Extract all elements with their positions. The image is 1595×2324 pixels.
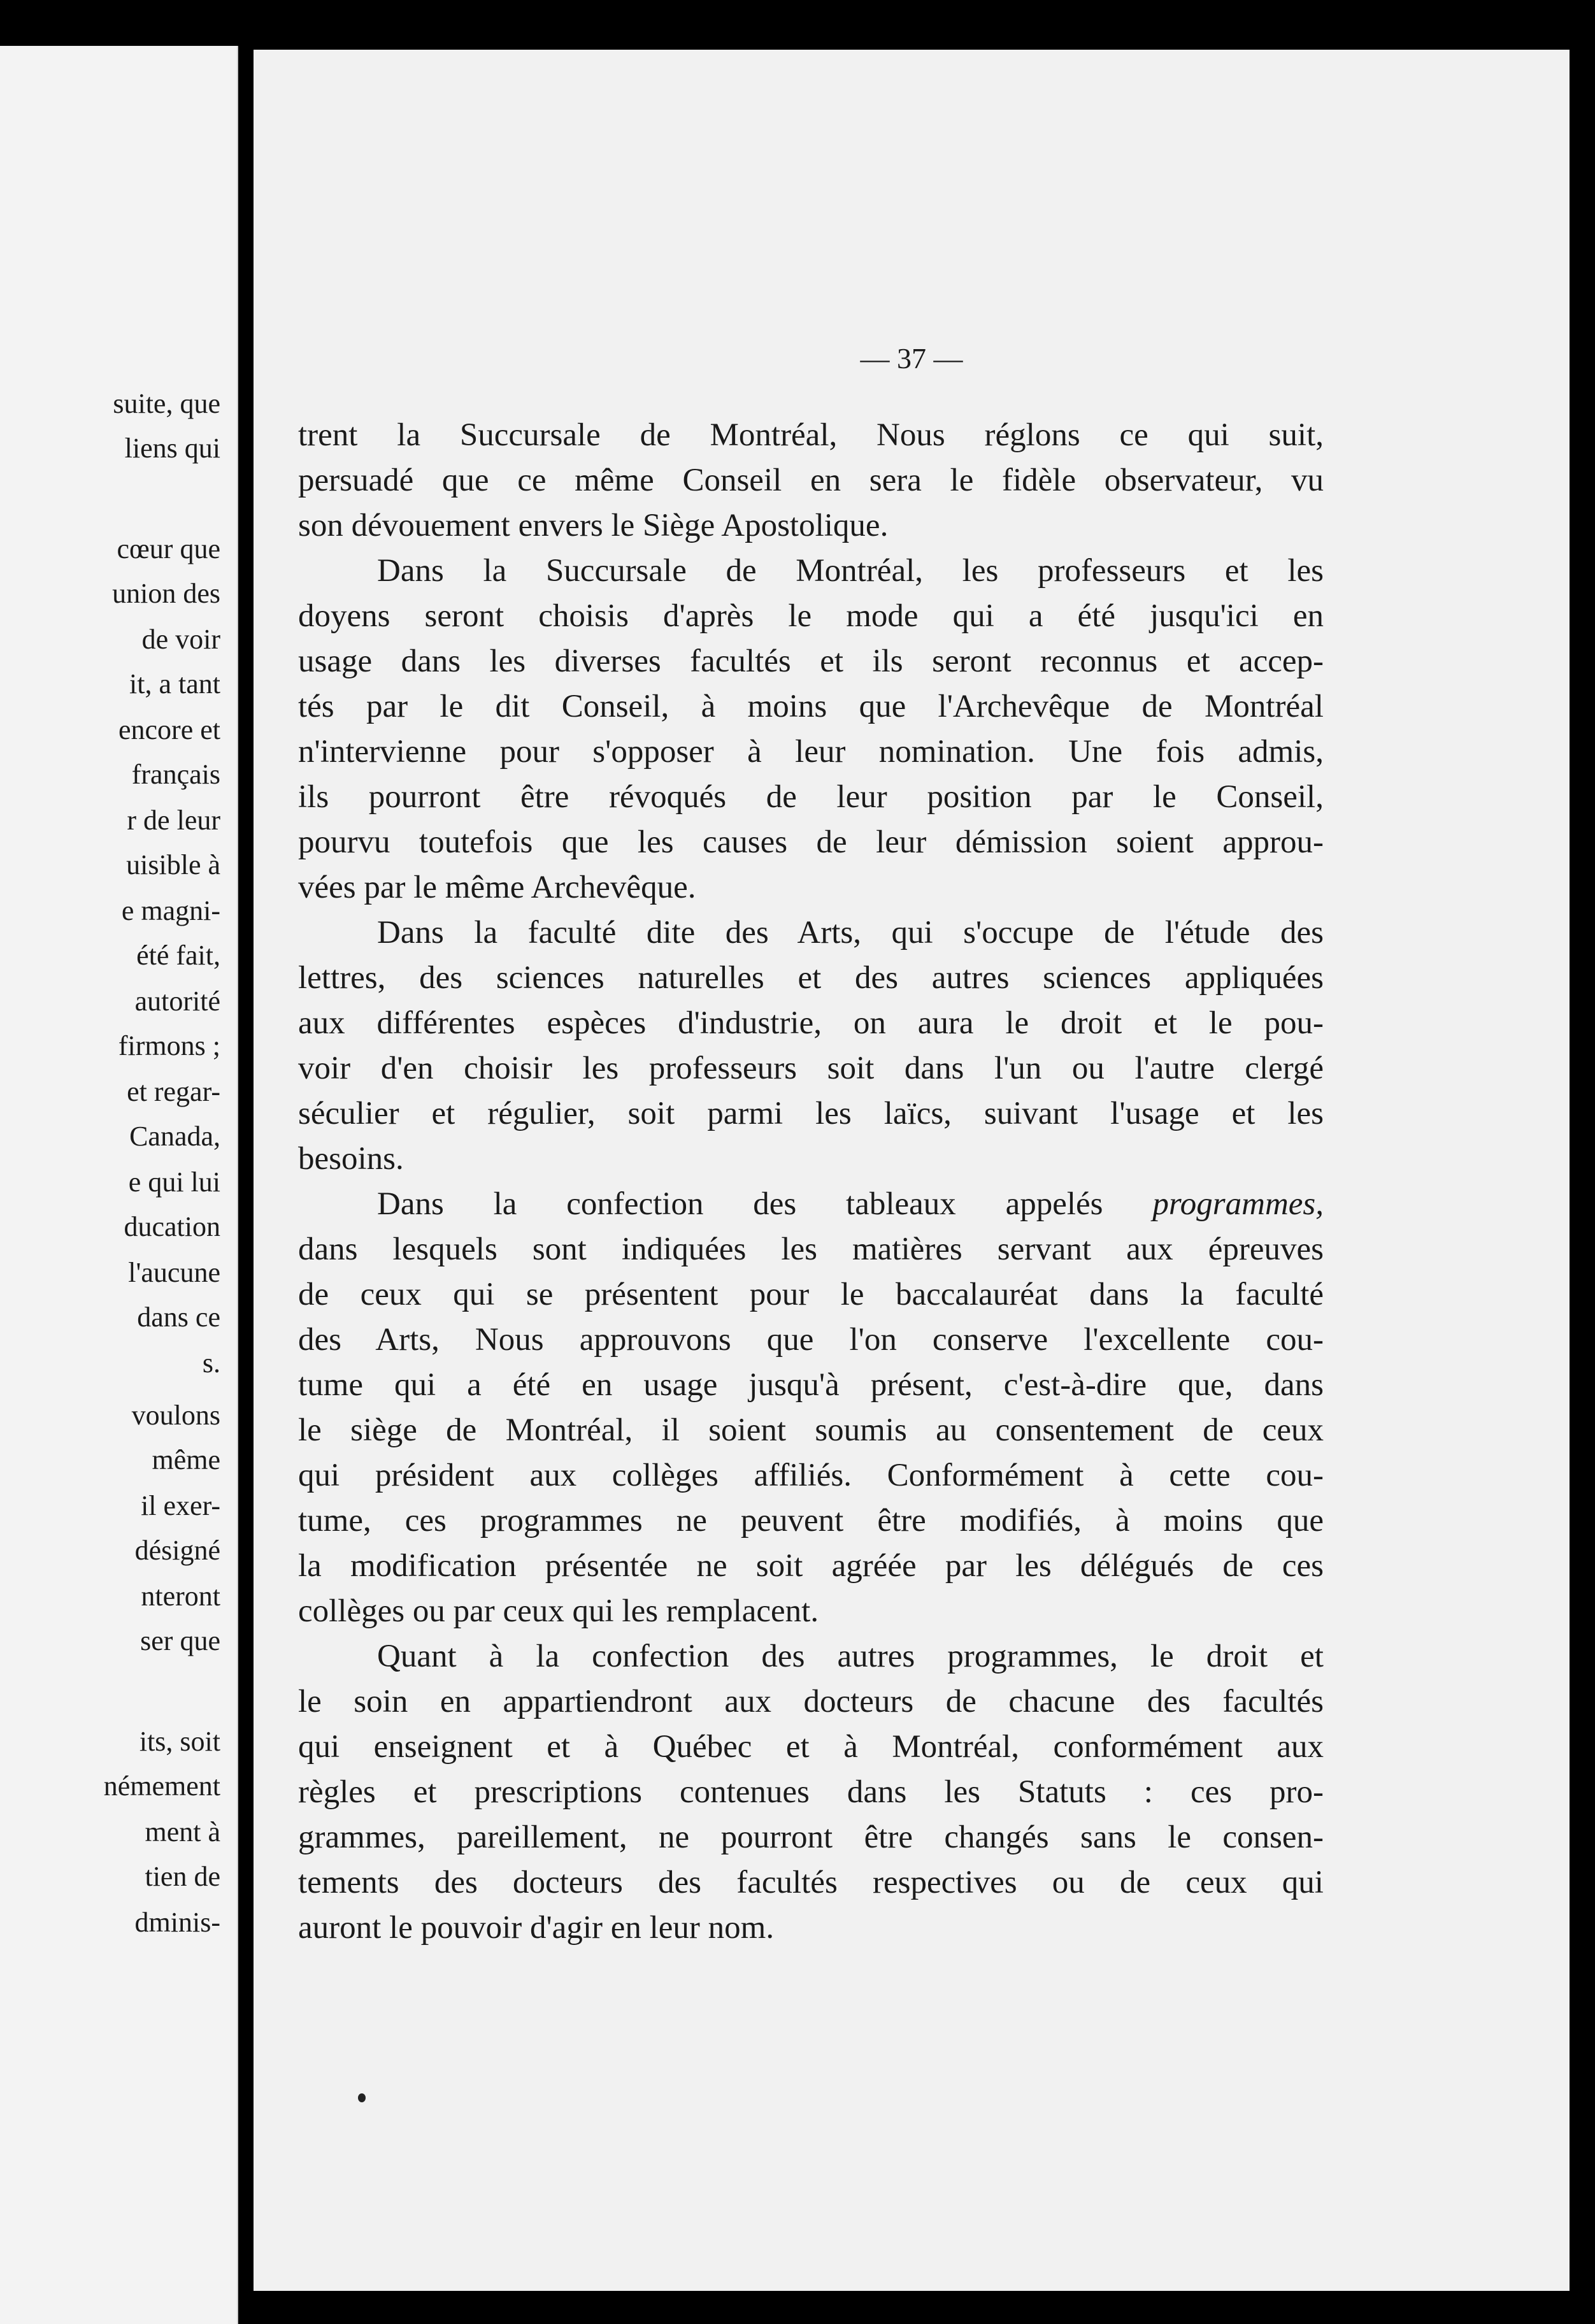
left-page-line-fragment: dminis- — [134, 1907, 220, 1938]
text-line: besoins. — [298, 1141, 404, 1177]
text-line: trent la Succursale de Montréal, Nous réglons ce qui suit, — [298, 417, 1324, 453]
text-line: lettres, des sciences naturelles et des autres sciences appliquées — [298, 960, 1324, 996]
body-text — [298, 413, 1324, 1951]
speck-mark — [358, 2093, 366, 2102]
text-line: Quant à la confection des autres programmes, le droit et — [377, 1639, 1324, 1674]
text-line: des Arts, Nous approuvons que l'on conserve l'excellente cou- — [298, 1322, 1324, 1358]
left-page-line-fragment: et regar- — [127, 1076, 220, 1107]
text-line: vées par le même Archevêque. — [298, 870, 696, 905]
text-line: règles et prescriptions contenues dans les Statuts : ces pro- — [298, 1774, 1324, 1810]
text-line: collèges ou par ceux qui les remplacent. — [298, 1593, 819, 1629]
text-line: n'intervienne pour s'opposer à leur nomination. Une fois admis, — [298, 734, 1324, 770]
text-line: grammes, pareillement, ne pourront être changés sans le consen- — [298, 1819, 1324, 1855]
text-line: séculier et régulier, soit parmi les laïcs, suivant l'usage et les — [298, 1096, 1324, 1131]
left-page-line-fragment: e magni- — [121, 895, 220, 926]
text-line: doyens seront choisis d'après le mode qui a été jusqu'ici en — [298, 598, 1324, 634]
left-page-line-fragment: its, soit — [139, 1726, 220, 1757]
left-page-line-fragment: autorité — [134, 986, 220, 1017]
left-page-margin — [0, 46, 238, 2324]
left-page-line-fragment: némement — [103, 1770, 220, 1802]
left-page-line-fragment: encore et — [118, 714, 220, 745]
text-line: de ceux qui se présentent pour le baccalauréat dans la faculté — [298, 1277, 1324, 1312]
left-page-line-fragment: r de leur — [127, 805, 220, 836]
left-page-line-fragment: suite, que — [113, 388, 220, 419]
left-page-line-fragment: it, a tant — [129, 668, 220, 699]
text-line: tume, ces programmes ne peuvent être modifiés, à moins que — [298, 1503, 1324, 1539]
left-page-line-fragment: firmons ; — [118, 1030, 220, 1061]
left-page-line-fragment: liens qui — [124, 433, 220, 464]
left-page-line-fragment: été fait, — [136, 940, 220, 971]
text-line: son dévouement envers le Siège Apostolique. — [298, 508, 889, 543]
left-page-line-fragment: l'aucune — [128, 1257, 220, 1288]
text-line: le soin en appartiendront aux docteurs de chacune des facultés — [298, 1684, 1324, 1719]
text-line: usage dans les diverses facultés et ils seront reconnus et accep- — [298, 643, 1324, 679]
left-page-line-fragment: cœur que — [117, 533, 220, 564]
left-page-line-fragment: désigné — [134, 1535, 220, 1566]
left-page-line-fragment: s. — [202, 1347, 220, 1379]
left-page-line-fragment: de voir — [141, 624, 220, 655]
text-line: tés par le dit Conseil, à moins que l'Archevêque de Montréal — [298, 689, 1324, 724]
text-line: Dans la faculté dite des Arts, qui s'occupe de l'étude des — [377, 915, 1324, 950]
left-page-line-fragment: même — [152, 1444, 220, 1475]
text-line: tements des docteurs des facultés respectives ou de ceux qui — [298, 1865, 1324, 1900]
text-line: dans lesquels sont indiquées les matières servant aux épreuves — [298, 1231, 1324, 1267]
left-page-line-fragment: e qui lui — [128, 1166, 220, 1198]
text-line: la modification présentée ne soit agréée par les délégués de ces — [298, 1548, 1324, 1584]
right-page — [254, 50, 1570, 2291]
left-page-line-fragment: tien de — [145, 1861, 220, 1892]
left-page-line-fragment: il exer- — [141, 1490, 220, 1521]
left-page-line-fragment: dans ce — [137, 1302, 220, 1333]
text-line: le siège de Montréal, il soient soumis au consentement de ceux — [298, 1412, 1324, 1448]
left-page-line-fragment: français — [131, 759, 220, 790]
text-line: pourvu toutefois que les causes de leur démission soient approu- — [298, 824, 1324, 860]
text-line: qui président aux collèges affiliés. Conformément à cette cou- — [298, 1458, 1324, 1493]
text-line: ils pourront être révoqués de leur position par le Conseil, — [298, 779, 1324, 815]
page-number: — 37 — — [860, 342, 963, 375]
text-line: auront le pouvoir d'agir en leur nom. — [298, 1910, 775, 1946]
text-line: qui enseignent et à Québec et à Montréal, conformément aux — [298, 1729, 1324, 1765]
text-line: persuadé que ce même Conseil en sera le fidèle observateur, vu — [298, 463, 1324, 498]
left-page-line-fragment: nteront — [141, 1581, 220, 1612]
left-page-line-fragment: voulons — [131, 1400, 220, 1431]
left-page-line-fragment: uisible à — [126, 849, 220, 880]
left-page-line-fragment: union des — [112, 578, 220, 609]
left-page-line-fragment: ment à — [145, 1816, 220, 1847]
text-line: tume qui a été en usage jusqu'à présent, c'est-à-dire que, dans — [298, 1367, 1324, 1403]
text-line: Dans la Succursale de Montréal, les professeurs et les — [377, 553, 1324, 589]
left-page-line-fragment: ser que — [140, 1625, 220, 1656]
text-line: voir d'en choisir les professeurs soit dans l'un ou l'autre clergé — [298, 1051, 1324, 1086]
left-page-line-fragment: ducation — [124, 1211, 220, 1242]
left-page-line-fragment: Canada, — [129, 1121, 220, 1152]
text-line: Dans la confection des tableaux appelés programmes, — [377, 1186, 1324, 1222]
text-line: aux différentes espèces d'industrie, on aura le droit et le pou- — [298, 1005, 1324, 1041]
